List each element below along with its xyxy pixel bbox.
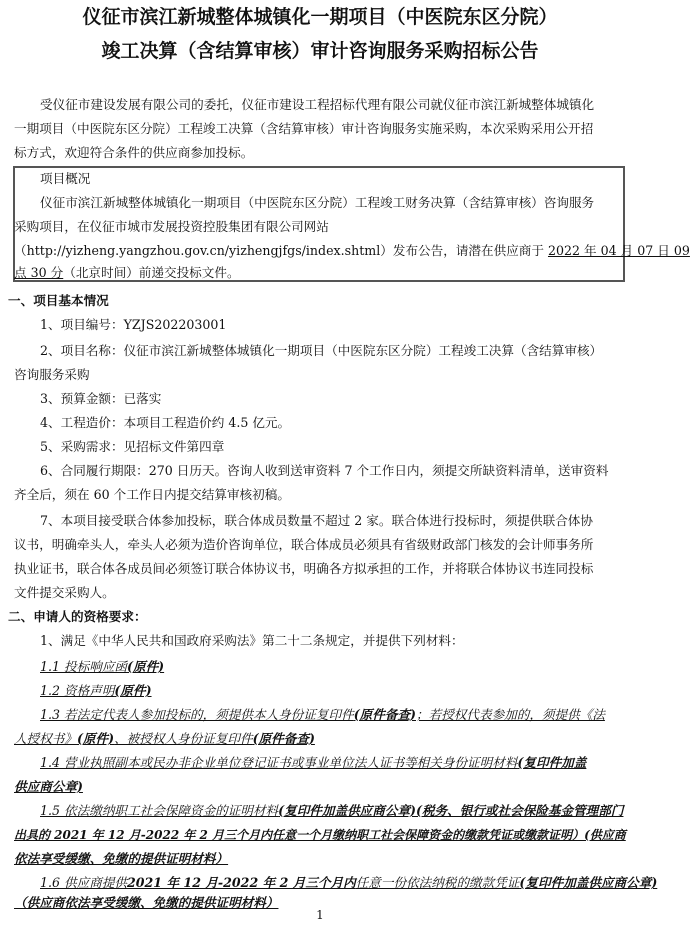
- requirement-text: 1.5 依法缴纳职工社会保障资金的证明材料: [40, 803, 279, 818]
- requirement-text: 1.2 资格声明: [40, 683, 115, 698]
- page-title-line2: 竣工决算（含结算审核）审计咨询服务采购招标公告: [101, 40, 539, 62]
- requirement-note: (原件备查): [353, 707, 416, 722]
- requirement-1-6: [40, 874, 657, 892]
- consortium-rule-cont: 议书，明确牵头人，牵头人必须为造价咨询单位，联合体成员必须具有省级财政部门核发的会计师事务所: [14, 537, 594, 552]
- page-title-line1: 仪征市滨江新城整体城镇化一期项目（中医院东区分院）: [82, 6, 558, 28]
- requirement-text: 人授权书》: [14, 731, 77, 746]
- deadline-note: （北京时间）前递交投标文件。: [63, 265, 240, 280]
- requirement-1-1: [40, 658, 164, 676]
- requirement-1-2: [40, 682, 152, 700]
- project-name-cont: 咨询服务采购: [14, 367, 90, 382]
- overview-heading: 项目概况: [40, 171, 91, 186]
- section2-heading: 二、申请人的资格要求：: [8, 609, 147, 624]
- section1-heading: 一、项目基本情况: [8, 293, 109, 308]
- intro-line: 一期项目（中医院东区分院）工程竣工决算（含结算审核）审计咨询服务实施采购，本次采购采用公开招: [14, 121, 594, 136]
- project-number: 1、项目编号：YZJS202203001: [40, 317, 227, 332]
- requirement-text: 任意一份依法纳税的缴款凭证: [355, 875, 520, 890]
- page-number: 1: [316, 908, 324, 922]
- requirement-1-3-cont: [14, 730, 315, 748]
- requirement-1-5: [40, 802, 623, 820]
- requirement-1-3: [40, 706, 605, 724]
- deadline-date: 2022 年 04 月 07 日 09: [547, 243, 690, 258]
- intro-line: 标方式，欢迎符合条件的供应商参加投标。: [14, 145, 254, 160]
- contract-period: 6、合同履行期限：270 日历天。咨询人收到送审资料 7 个工作日内，须提交所缺资料清单，送审资料: [40, 463, 609, 478]
- overview-line: 仪征市滨江新城整体城镇化一期项目（中医院东区分院）工程竣工财务决算（含结算审核）咨询服务: [40, 195, 595, 210]
- budget-amount: 3、预算金额：已落实: [40, 391, 162, 406]
- requirement-note: (复印件加盖: [517, 755, 587, 770]
- overview-line: [14, 264, 240, 282]
- project-cost: 4、工程造价：本项目工程造价约 4.5 亿元。: [40, 415, 291, 430]
- requirement-note: 2021 年 12 月-2022 年 2 月三个月内: [127, 875, 356, 890]
- requirement-text: 1.4 营业执照副本或民办非企业单位登记证书或事业单位法人证书等相关身份证明材料: [40, 755, 518, 770]
- requirement-1-4: [40, 754, 586, 772]
- overview-line: [14, 242, 690, 260]
- requirement-1-6-cont: （供应商依法享受缓缴、免缴的提供证明材料）: [14, 895, 279, 910]
- contract-period-cont: 齐全后，须在 60 个工作日内提交结算审核初稿。: [14, 487, 290, 502]
- requirement-1-5-cont: 出具的 2021 年 12 月-2022 年 2 月三个月内任意一个月缴纳职工社会保障资金的缴款凭证或缴款证明）(供应商: [14, 828, 626, 842]
- requirement-note: 供应商公章): [14, 779, 83, 794]
- requirement-note: (原件): [127, 659, 165, 674]
- qualification-intro: 1、满足《中华人民共和国政府采购法》第二十二条规定，并提供下列材料：: [40, 633, 464, 648]
- requirement-text: 、被授权人身份证复印件: [114, 731, 253, 746]
- requirement-1-4-cont: [14, 778, 83, 796]
- requirement-text: 1.6 供应商提供: [40, 875, 128, 890]
- deadline-time: 点 30 分: [14, 265, 64, 280]
- consortium-rule: 7、本项目接受联合体参加投标，联合体成员数量不超过 2 家。联合体进行投标时，须提供联合体协: [40, 513, 593, 528]
- consortium-rule-cont: 文件提交采购人。: [14, 585, 115, 600]
- requirement-text: ；若授权代表参加的，须提供《法: [416, 707, 605, 722]
- requirement-text: 1.1 投标响应函: [40, 659, 128, 674]
- requirement-note: (原件): [76, 731, 115, 746]
- intro-line: 受仪征市建设发展有限公司的委托，仪征市建设工程招标代理有限公司就仪征市滨江新城整体城镇化: [40, 97, 595, 112]
- requirement-1-5-cont: 依法享受缓缴、免缴的提供证明材料）: [14, 851, 229, 866]
- requirement-text: 1.3 若法定代表人参加投标的，须提供本人身份证复印件: [40, 707, 354, 722]
- consortium-rule-cont: 执业证书，联合体各成员间必须签订联合体协议书，明确各方拟承担的工作，并将联合体协议书连同投标: [14, 561, 594, 576]
- requirement-note: (原件备查): [252, 731, 315, 746]
- requirement-note: (复印件加盖供应商公章)(税务、银行或社会保险基金管理部门: [278, 803, 624, 818]
- overview-url-text: （http://yizheng.yangzhou.gov.cn/yizhengjfgs/index.shtml）发布公告，请潜在供应商于: [14, 243, 548, 258]
- procurement-needs: 5、采购需求：见招标文件第四章: [40, 439, 225, 454]
- requirement-note: (原件): [114, 683, 152, 698]
- requirement-note: (复印件加盖供应商公章): [519, 875, 658, 890]
- overview-line: 采购项目，在仪征市城市发展投资控股集团有限公司网站: [14, 219, 329, 234]
- project-name: 2、项目名称：仪征市滨江新城整体城镇化一期项目（中医院东区分院）工程竣工决算（含结算审核）: [40, 343, 603, 358]
